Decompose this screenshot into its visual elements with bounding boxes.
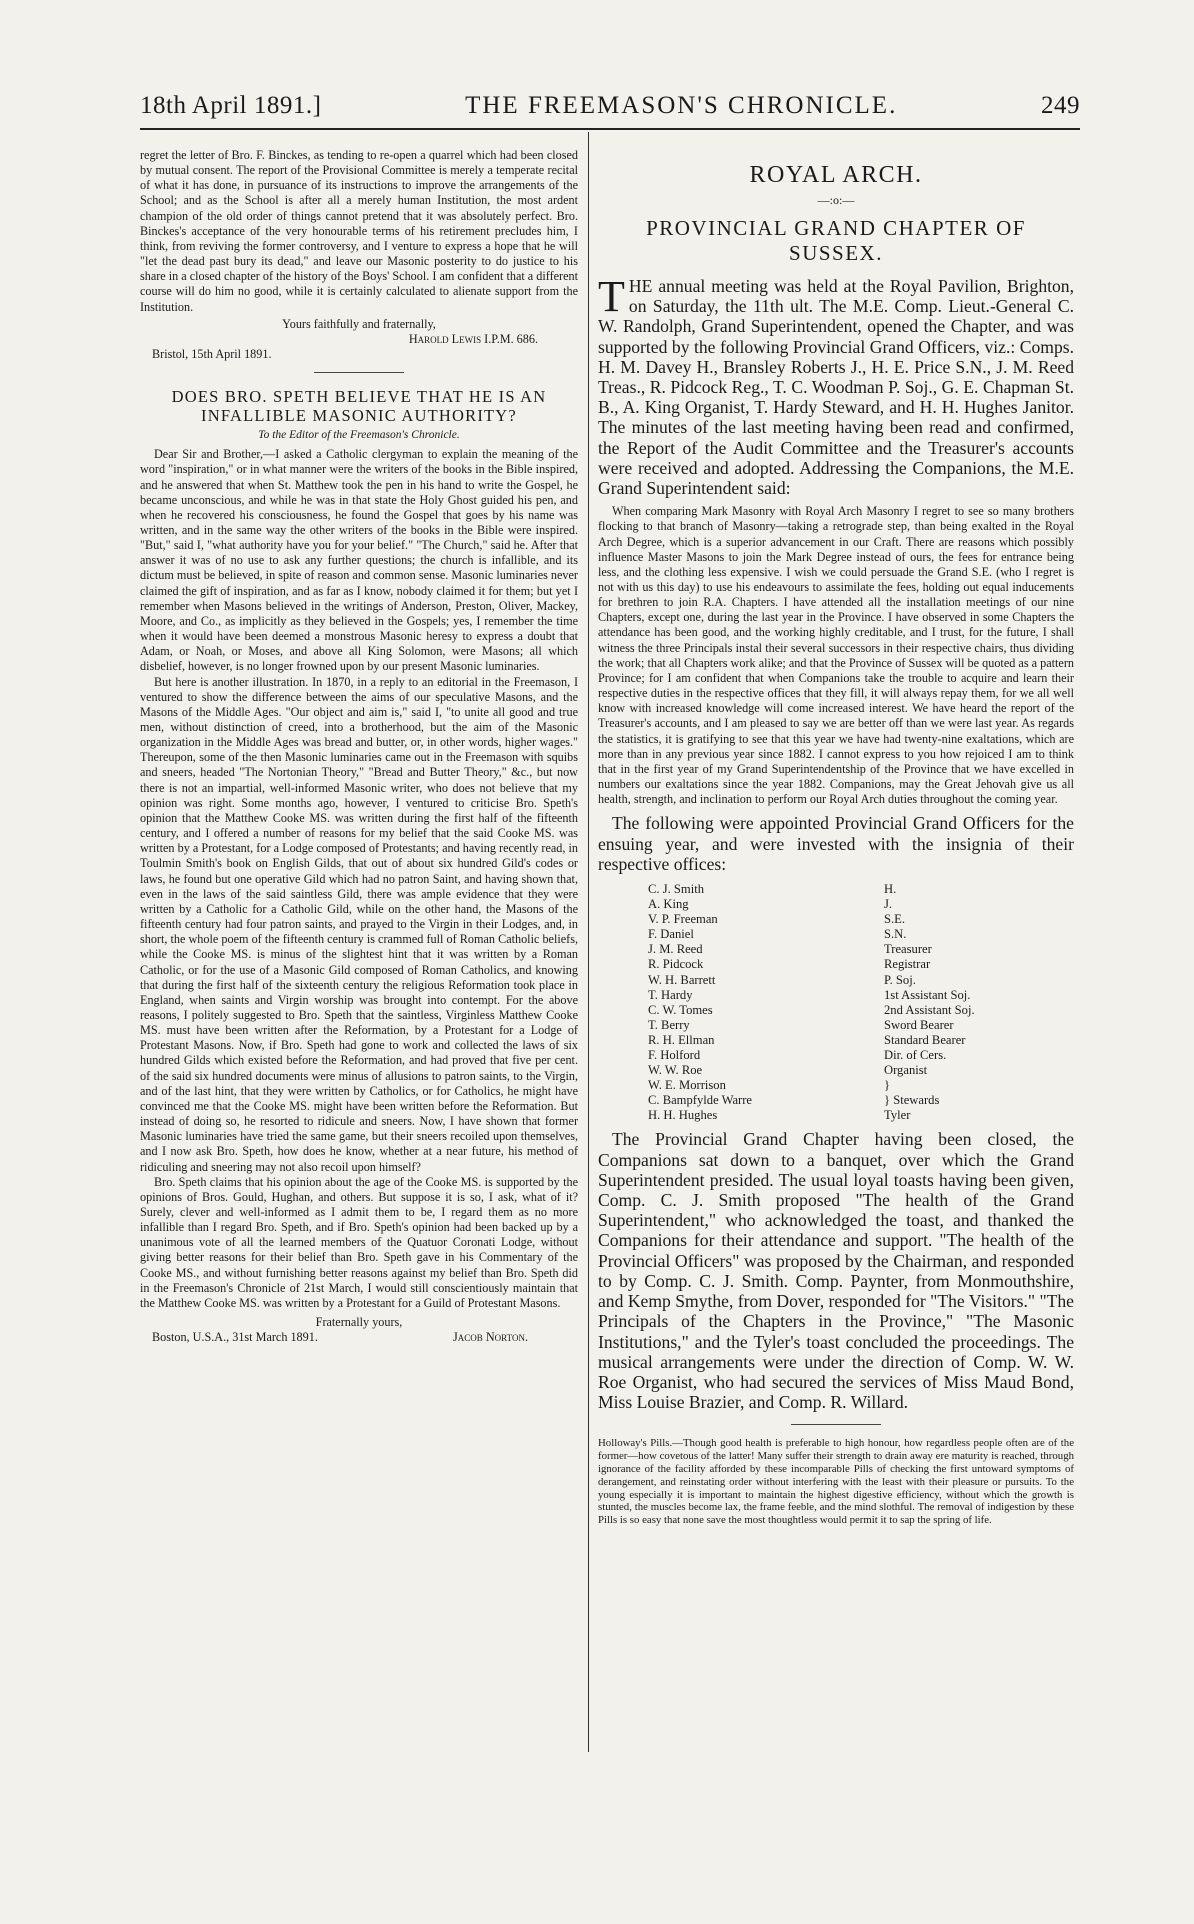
article-heading: DOES BRO. SPETH BELIEVE THAT HE IS AN INFALLIBLE MASONIC AUTHORITY?: [171, 387, 547, 426]
officer-row: [648, 897, 1074, 912]
article-paragraph: Bro. Speth claims that his opinion about the age of the Cooke MS. is supported by the opinions of Bros. Gould, Hughan, and others. But suppose it is so, I ask, what of it? Surely, clever and well-informed as I admit them to be, I regard them as no more infallible than I regard Bro. Speth, and if Bro. Speth's opinion had been backed up by a unanimous vote of all the learned members of the Quatuor Coronati Lodge, without giving better reasons for their belief than Bro. Speth gave in his Commentary of the Cooke MS., and without furnishing better reasons against my belief than Bro. Speth did in the Freemason's Chronicle of 21st March, I would still conscientiously maintain that the Matthew Cooke MS. was written by a Protestant for a Guild of Protestant Masons.: [140, 1174, 578, 1310]
left-column: [140, 148, 578, 1345]
officer-name: W. W. Roe: [648, 1063, 703, 1078]
report-intro-text: HE annual meeting was held at the Royal Pavilion, Brighton, on Saturday, the 11th ult. The M.E. Comp. Lieut.-General C. W. Randolph, Grand Superintendent, opened the Chapter, and was supported by the following Provincial Grand Officers, viz.: Comps. H. M. Davey H., Bransley Roberts J., H. E. Price S.N., J. M. Reed Treas., R. Pidcock Reg., T. C. Woodman P. Soj., G. E. Chapman St. B., A. King Organist, T. Hardy Steward, and H. H. Hughes Janitor. The minutes of the last meeting having been read and confirmed, the Report of the Audit Committee and the Treasurer's accounts were received and adopted. Addressing the Companions, the M.E. Grand Superintendent said:: [598, 276, 1074, 499]
officer-name: H. H. Hughes: [648, 1108, 718, 1123]
officer-row: [648, 957, 1074, 972]
officer-name: C. W. Tomes: [648, 1002, 713, 1017]
officer-office: P. Soj.: [884, 972, 916, 987]
section-separator: —:o:—: [817, 193, 855, 207]
officer-office: Treasurer: [884, 942, 932, 957]
article-signature: Jacob Norton.: [453, 1330, 528, 1345]
officer-row: [648, 942, 1074, 957]
officer-name: C. Bampfylde Warre: [648, 1093, 753, 1108]
officer-name: V. P. Freeman: [648, 912, 718, 927]
officer-row: [648, 973, 1074, 988]
section-divider: [314, 372, 404, 373]
officer-name: R. H. Ellman: [648, 1032, 715, 1047]
officer-office: Organist: [884, 1063, 928, 1078]
section-heading: ROYAL ARCH.: [749, 162, 923, 188]
officer-name: W. H. Barrett: [648, 972, 716, 987]
publication-title: THE FREEMASON'S CHRONICLE.: [465, 92, 898, 119]
superintendent-address: When comparing Mark Masonry with Royal Arch Masonry I regret to see so many brothers flocking to that branch of Masonry—taking a retrograde step, than being exalted in the Royal Arch Degree, which is a superior advancement in our Craft. There are reasons which possibly influence Master Masons to join the Mark Degree instead of ours, the fees for entrance being less, and the clothing less expensive. I wish we could persuade the Grand S.E. (who I regret is not with us this day) to use his endeavours to assimilate the fees, holding out equal inducements for brethren to join R.A. Chapters. I have attended all the installation meetings of our nine Chapters, except one, during the last year in the Province. I have observed in some Chapters the attendance has been good, and the working highly creditable, and I trust, for the future, I shall witness the three Principals instal their several successors in their respective chairs, thus dividing the work; that all Chapters work alike; and that the Province of Sussex will be quoted as a pattern Province; for I am confident that when Companions take the trouble to acquire and learn their respective duties in the respective offices that they fill, it will always repay them, for we all well know with increased knowledge will come increased interest. We have heard the report of the Treasurer's accounts, and I am pleased to say we are better off than we were last year. As regards the statistics, it is gratifying to see that this year we have had twenty-nine exaltations, which are more than in any previous year since 1882. I cannot express to you how rejoiced I am to think that in the first year of my Grand Superintendentship of the Province that we have excelled in numbers our exaltations since the year 1882. Companions, may the Great Jehovah give us all health, strength, and inclination to perform our Royal Arch duties throughout the coming year.: [598, 504, 1074, 807]
officers-intro: The following were appointed Provincial Grand Officers for the ensuing year, and were invested with the insignia of their respective offices:: [598, 813, 1074, 874]
officer-name: J. M. Reed: [648, 942, 703, 957]
article-subheading: To the Editor of the Freemason's Chronicle.: [258, 429, 460, 442]
header-rule: [140, 128, 1080, 130]
officer-name: F. Daniel: [648, 927, 694, 942]
officer-office: J.: [884, 897, 893, 912]
officer-row: [648, 1018, 1074, 1033]
officer-office: 1st Assistant Soj.: [884, 987, 971, 1002]
officer-name: C. J. Smith: [648, 881, 704, 896]
officer-office: S.N.: [884, 927, 907, 942]
officer-row: [648, 912, 1074, 927]
officer-name: W. E. Morrison: [648, 1078, 726, 1093]
article-paragraph: But here is another illustration. In 1870, in a reply to an editorial in the Freemason, I ventured to show the difference between the aims of our speculative Masons, and the Masons of the Middle Ages. "Our object and aim is," said I, "to unite all good and true men, without distinction of creed, into a brotherhood, but the aim of the Masonic organization in the Middle Ages was bread and butter, or, in other words, higher wages." Thereupon, some of the then Masonic luminaries came out in the Freemason with squibs and sneers, headed "The Nortonian Theory," "Bread and Butter Theory," &c., but now there is not an impartial, well-informed Masonic writer, who does not believe that my opinion was right. Some months ago, however, I ventured to criticise Bro. Speth's opinion that the Matthew Cooke MS. was written during the first half of the fifteenth century, and I offered a number of reasons for my belief that the said Cooke MS. was written by a Protestant, for a Lodge composed of Protestants; and having recently read, in Toulmin Smith's book on English Gilds, that out of about six hundred Gild's codes or laws, he found but one operative Gild which had no patron Saint, and having shown that, even in the laws of the said saintless Gild, there was ample evidence that they were written by a Catholic for a Catholic Gild, while on the other hand, the Masons of the fifteenth century had four patron saints, and prayed to the Virgin in their Lodges, and, in short, the whole poem of the fifteenth century is crammed full of Roman Catholic beliefs, while the Cooke MS. is minus of the slightest hint that it was written by a Roman Catholic, or for the use of a Masonic Gild composed of Roman Catholics, and knowing that during the first half of the sixteenth century the religious Reformation took place in England, when saints and Virgin worship was brought into contempt. For the above reasons, I politely suggested to Bro. Speth that the saintless, Virginless Matthew Cooke MS. must have been written after the Reformation, by a Protestant for a Lodge of Protestant Masons. Now, if Bro. Speth had gone to work and collected the laws of six hundred Gilds which existed before the Reformation, and had proved that five per cent. of the said six hundred documents were minus of allusions to patron saints, to the Virgin, and of the last hint, that they were written by Catholics, or for Catholics, he might have convinced me that the Cooke MS. might have been written before the Reformation. But instead of doing so, he resorted to ridicule and sneers. Now, I have shown that former Masonic luminaries have tried the same game, but their sneers recoiled upon themselves, and I now ask Bro. Speth, how does he know, whether at a near future, his method of ridiculing and sneering may not also recoil upon himself?: [140, 674, 578, 1174]
report-title: PROVINCIAL GRAND CHAPTER OF SUSSEX.: [646, 216, 1026, 265]
article-signoff: [140, 1330, 578, 1345]
officer-row: [648, 1108, 1074, 1123]
officer-name: A. King: [648, 897, 689, 912]
officer-row: [648, 1078, 1074, 1093]
officer-row: [648, 927, 1074, 942]
officer-office: Registrar: [884, 957, 931, 972]
officer-office: S.E.: [884, 912, 905, 927]
officer-row: [648, 1033, 1074, 1048]
column-rule: [588, 132, 589, 1752]
banquet-paragraph: The Provincial Grand Chapter having been closed, the Companions sat down to a banquet, over which the Grand Superintendent presided. The usual loyal toasts having been given, Comp. C. J. Smith proposed "The health of the Grand Superintendent," who acknowledged the toast, and thanked the Companions for their attendance and support. "The health of the Provincial Officers" was proposed by the Chairman, and responded to by Comp. C. J. Smith. Comp. Paynter, from Monmouthshire, and Kemp Smythe, from Dover, responded for "The Visitors." "The Principals of the Chapters in the Province," "The Masonic Institutions," and the Tyler's toast concluded the proceedings. The musical arrangements were under the direction of Comp. W. W. Roe Organist, who had secured the services of Miss Maud Bond, Miss Louise Brazier, and Comp. R. Willard.: [598, 1129, 1074, 1413]
report-intro: [598, 272, 1074, 499]
officer-row: [648, 1003, 1074, 1018]
officer-row: [648, 1063, 1074, 1078]
issue-date: 18th April 1891.]: [140, 92, 322, 119]
officer-office: Dir. of Cers.: [884, 1048, 947, 1062]
officer-row: [648, 988, 1074, 1003]
drop-capital: T: [598, 272, 625, 321]
officer-row: [648, 1048, 1074, 1063]
notice-divider: [791, 1424, 881, 1425]
officer-name: F. Holford: [648, 1048, 701, 1062]
officer-row: [648, 882, 1074, 897]
officer-name: T. Hardy: [648, 987, 693, 1002]
letter-continuation: regret the letter of Bro. F. Binckes, as tending to re-open a quarrel which had been closed by mutual consent. The report of the Provisional Committee is merely a temperate recital of what it has done, in pursuance of its instructions to improve the arrangements of the School; and as the School is after all a merely human Institution, the most ardent champion of the old order of things cannot pretend that it was absolutely perfect. Bro. Binckes's acceptance of the very honourable terms of his retirement precludes him, I think, from reviving the former controversy, and I venture to express a hope that he will "let the dead past bury its dead," and leave our Masonic posterity to do justice to his share in a closed chapter of the history of the Boys' School. I am confident that a different course will do him no good, while it is certainly calculated to alienate support from the Institution.: [140, 148, 578, 314]
masthead: [140, 92, 1080, 124]
officer-office: H.: [884, 881, 897, 896]
page-number: 249: [1041, 92, 1080, 119]
letter-closing: Yours faithfully and fraternally,: [282, 316, 436, 331]
officer-office: Sword Bearer: [884, 1017, 954, 1032]
officer-office: Standard Bearer: [884, 1032, 966, 1047]
officers-list: [648, 882, 1074, 1124]
article-paragraph: Dear Sir and Brother,—I asked a Catholic clergyman to explain the meaning of the word "inspiration," or in what manner were the writers of the books in the Bible inspired, and he answered that when St. Matthew took the pen in his hand to write the Gospel, he became unconscious, and while he was in that state the Holy Ghost guided his pen, and when he recovered his consciousness, he found the Gospel that goes by his name was written, and in the same way the other writers of the books in the Bible were inspired. "But," said I, "what authority have you for your belief." "The Church," said he. After that answer it was of no use to ask any further questions; the church is infallible, and its dictum must be believed, in spite of reason and common sense. Masonic luminaries never claimed the gift of inspiration, and as far as I know, nobody claimed it for them; but yet I remember when Masons believed in the writings of Anderson, Preston, Oliver, Mackey, Moore, and Co., as implicitly as they believed in the Gospels; yes, I remember the time when it would have been deemed a monstrous Masonic heresy to express a doubt that Adam, or Noah, or Moses, and above all King Solomon, were Masons; all which disbelief, however, is no longer frowned upon by our present Masonic luminaries.: [140, 447, 578, 674]
officer-row: [648, 1093, 1074, 1108]
letter-signature: Harold Lewis I.P.M. 686.: [408, 331, 538, 346]
officer-name: R. Pidcock: [648, 957, 704, 972]
officer-office: }: [884, 1078, 891, 1093]
officer-office: Tyler: [884, 1108, 911, 1123]
officer-office: } Stewards: [884, 1093, 940, 1108]
letter-place-date: Bristol, 15th April 1891.: [152, 347, 272, 362]
article-closing: Fraternally yours,: [315, 1315, 403, 1330]
advertisement-notice: Holloway's Pills.—Though good health is preferable to high honour, how regardless people often are of the former—how covetous of the latter! Many suffer their strength to drain away ere maturity is reached, through ignorance of the facility afforded by these incomparable Pills of checking the first untoward symptoms of derangement, and reinstating order without interfering with the least with their pleasure or pursuits. To the young especially it is important to maintain the highest digestive efficiency, without which the growth is stunted, the muscles become lax, the frame feeble, and the mind slothful. The removal of indigestion by these Pills is so easy that none save the most thoughtless would permit it to sap the spring of life.: [598, 1437, 1074, 1527]
article-place-date: Boston, U.S.A., 31st March 1891.: [152, 1330, 318, 1345]
right-column: [598, 148, 1074, 1527]
officer-name: T. Berry: [648, 1017, 690, 1032]
officer-office: 2nd Assistant Soj.: [884, 1002, 975, 1017]
